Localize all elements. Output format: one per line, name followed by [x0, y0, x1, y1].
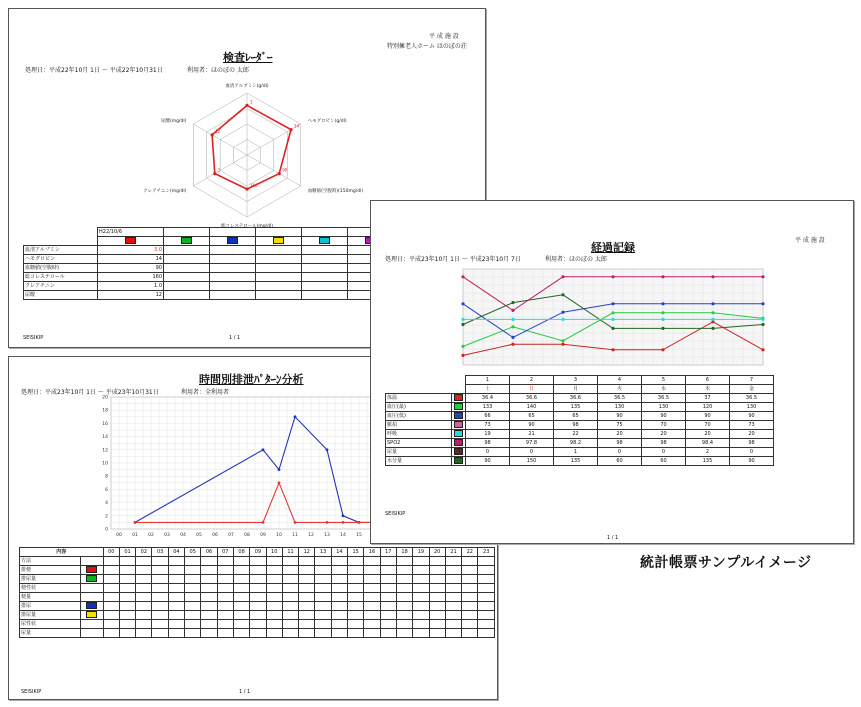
progress-report-user: 利用者：ほのぼの 太郎 — [545, 256, 607, 263]
progress-cell: 90 — [598, 412, 642, 421]
excretion-hour-header: 17 — [380, 548, 396, 557]
progress-cell: 0 — [642, 448, 686, 457]
progress-cell: 98.2 — [554, 439, 598, 448]
table-row — [386, 439, 774, 448]
progress-weekday-header: 金 — [730, 385, 774, 394]
progress-line-chart — [371, 261, 853, 371]
excretion-row-label: 尿量 — [20, 629, 81, 638]
progress-point — [611, 327, 614, 330]
excretion-y-tick-label: 8 — [105, 474, 108, 480]
excretion-footer-left: SEISIKIP — [21, 689, 42, 695]
excretion-hour-header: 01 — [119, 548, 135, 557]
progress-cell: 0 — [730, 448, 774, 457]
table-row — [20, 566, 495, 575]
excretion-hour-header: 18 — [396, 548, 412, 557]
radar-point — [213, 172, 216, 175]
progress-cell: 2 — [686, 448, 730, 457]
progress-point — [611, 302, 614, 305]
progress-report-sheet — [370, 200, 854, 544]
progress-weekday-header: 日 — [510, 385, 554, 394]
excretion-hour-header: 11 — [282, 548, 298, 557]
radar-axis-labels — [143, 82, 363, 229]
progress-weekday-row — [386, 385, 774, 394]
progress-cell: 98 — [642, 439, 686, 448]
progress-legend-swatch — [454, 430, 463, 437]
progress-cell: 140 — [510, 403, 554, 412]
progress-point — [661, 348, 664, 351]
radar-point — [245, 188, 248, 191]
progress-cell: 20 — [598, 430, 642, 439]
excretion-y-tick-label: 10 — [102, 461, 108, 467]
excretion-hour-header: 20 — [429, 548, 445, 557]
progress-cell: 90 — [686, 412, 730, 421]
progress-point — [461, 345, 464, 348]
progress-cell: 36.5 — [598, 394, 642, 403]
excretion-x-tick-label: 04 — [180, 533, 186, 538]
excretion-row-label: 排尿 — [20, 602, 81, 611]
progress-row-label: 水分量 — [386, 457, 452, 466]
excretion-point — [342, 514, 345, 517]
progress-row-label: 脈拍 — [386, 421, 452, 430]
excretion-y-tick-label: 4 — [105, 501, 108, 507]
radar-value-label: 1 — [217, 167, 221, 173]
progress-point — [611, 275, 614, 278]
progress-cell: 130 — [642, 403, 686, 412]
table-row — [386, 403, 774, 412]
excretion-legend-swatch — [86, 611, 97, 618]
radar-point — [210, 133, 213, 136]
progress-point — [461, 302, 464, 305]
excretion-y-ticks — [102, 395, 108, 533]
progress-cell: 36.5 — [642, 394, 686, 403]
progress-cell: 60 — [642, 457, 686, 466]
excretion-x-tick-label: 08 — [244, 533, 250, 538]
progress-legend-swatch — [454, 403, 463, 410]
progress-cell: 98 — [598, 439, 642, 448]
excretion-point — [294, 415, 297, 418]
excretion-table — [19, 547, 495, 638]
sample-caption: 統計帳票サンプルイメージ — [640, 555, 812, 571]
progress-cell: 98 — [466, 439, 510, 448]
excretion-report-user: 利用者：全利用者 — [181, 389, 230, 396]
progress-row-label: 体温 — [386, 394, 452, 403]
progress-cell: 0 — [510, 448, 554, 457]
progress-day-header: 4 — [598, 376, 642, 385]
radar-point — [278, 172, 281, 175]
progress-row-label: 血圧(最) — [386, 403, 452, 412]
progress-legend-swatch — [454, 394, 463, 401]
progress-point — [761, 275, 764, 278]
progress-table — [385, 375, 774, 466]
radar-date-header: H22/10/6 — [98, 228, 164, 237]
excretion-point — [134, 521, 137, 524]
excretion-point — [358, 521, 361, 524]
progress-cell: 21 — [510, 430, 554, 439]
progress-cell: 135 — [554, 403, 598, 412]
progress-cell: 36.6 — [554, 394, 598, 403]
excretion-x-tick-label: 12 — [308, 533, 314, 538]
progress-row-label: 呼吸 — [386, 430, 452, 439]
swatch-blue — [227, 237, 238, 244]
excretion-hour-header: 19 — [413, 548, 429, 557]
progress-cell: 0 — [466, 448, 510, 457]
progress-cell: 36.5 — [730, 394, 774, 403]
progress-point — [511, 343, 514, 346]
progress-day-header: 5 — [642, 376, 686, 385]
excretion-y-tick-label: 16 — [102, 421, 108, 427]
swatch-cyan — [319, 237, 330, 244]
table-row: 血清アルブミン 3.0 — [24, 246, 484, 255]
progress-day-header: 6 — [686, 376, 730, 385]
swatch-green — [181, 237, 192, 244]
progress-cell: 70 — [642, 421, 686, 430]
excretion-row-label: 便性状 — [20, 584, 81, 593]
radar-report-title: 検査ﾚｰﾀﾞｰ — [223, 51, 273, 64]
progress-cell: 133 — [466, 403, 510, 412]
progress-row-label: SPO2 — [386, 439, 452, 448]
excretion-x-tick-label: 02 — [148, 533, 154, 538]
excretion-legend-swatch — [86, 575, 97, 582]
excretion-report-period: 処理日：平成23年10月 1日 〜 平成23年10月31日 — [21, 389, 159, 396]
excretion-hour-header: 04 — [168, 548, 184, 557]
progress-point — [711, 318, 714, 321]
table-row — [386, 421, 774, 430]
table-row — [20, 575, 495, 584]
table-row — [386, 412, 774, 421]
radar-footer-left: SEISIKIP — [23, 335, 44, 341]
excretion-x-tick-label: 15 — [356, 533, 362, 538]
table-row — [386, 430, 774, 439]
excretion-table-header — [20, 548, 495, 557]
radar-axis-label: クレアチニン(mg/dl) — [143, 189, 187, 194]
progress-cell: 1 — [554, 448, 598, 457]
progress-page-number: 1 / 1 — [607, 535, 619, 541]
progress-point — [561, 318, 564, 321]
progress-cell: 135 — [554, 457, 598, 466]
excretion-hour-header: 12 — [299, 548, 315, 557]
excretion-hour-header: 09 — [250, 548, 266, 557]
excretion-hour-header: 05 — [185, 548, 201, 557]
progress-point — [611, 348, 614, 351]
progress-row-label: 尿量 — [386, 448, 452, 457]
progress-cell: 65 — [554, 412, 598, 421]
progress-point — [761, 318, 764, 321]
progress-weekday-header: 水 — [642, 385, 686, 394]
excretion-x-tick-label: 01 — [132, 533, 138, 538]
table-row: ヘモグロビン 14 — [24, 255, 484, 264]
progress-weekday-header: 土 — [466, 385, 510, 394]
excretion-y-tick-label: 0 — [105, 527, 108, 533]
radar-axis-label: 血清アルブミン(g/dl) — [225, 84, 269, 89]
excretion-hour-header: 23 — [478, 548, 495, 557]
excretion-x-tick-label: 14 — [340, 533, 346, 538]
progress-cell: 73 — [466, 421, 510, 430]
excretion-report-title: 時間別排泄ﾊﾟﾀｰﾝ分析 — [199, 373, 304, 386]
excretion-hour-header: 13 — [315, 548, 331, 557]
excretion-hour-header: 08 — [233, 548, 249, 557]
excretion-x-tick-label: 11 — [292, 533, 298, 538]
progress-report-title: 経過記録 — [591, 241, 635, 254]
progress-point — [661, 302, 664, 305]
progress-point — [511, 301, 514, 304]
progress-day-row — [386, 376, 774, 385]
progress-point — [561, 339, 564, 342]
excretion-point — [262, 521, 265, 524]
swatch-yellow — [273, 237, 284, 244]
progress-point — [761, 348, 764, 351]
progress-cell: 22 — [554, 430, 598, 439]
excretion-y-tick-label: 12 — [102, 448, 108, 454]
progress-point — [661, 327, 664, 330]
progress-cell: 19 — [466, 430, 510, 439]
progress-cell: 0 — [598, 448, 642, 457]
radar-axis-label: ヘモグロビン(g/dl) — [307, 119, 347, 124]
excretion-hour-header: 00 — [103, 548, 119, 557]
excretion-y-tick-label: 18 — [102, 408, 108, 414]
progress-cell: 65 — [510, 412, 554, 421]
excretion-x-tick-label: 13 — [324, 533, 330, 538]
progress-point — [561, 275, 564, 278]
table-row: 総コレステロール 160 — [24, 273, 484, 282]
excretion-x-tick-label: 06 — [212, 533, 218, 538]
progress-cell: 150 — [510, 457, 554, 466]
progress-legend-swatch — [454, 439, 463, 446]
progress-day-header: 1 — [466, 376, 510, 385]
excretion-x-tick-label: 09 — [260, 533, 266, 538]
excretion-point — [342, 521, 345, 524]
radar-value-label: 3 — [250, 99, 253, 105]
progress-cell: 36.6 — [510, 394, 554, 403]
progress-header-right: 平 成 施 設 — [795, 237, 825, 244]
progress-point — [661, 311, 664, 314]
radar-point — [245, 104, 248, 107]
progress-row-label: 血圧(低) — [386, 412, 452, 421]
progress-point — [711, 311, 714, 314]
excretion-page-number: 1 / 1 — [239, 689, 251, 695]
radar-axis-label: 血糖値(空腹時)(150mg/dl) — [307, 189, 364, 194]
excretion-row-label: 便量 — [20, 593, 81, 602]
progress-point — [561, 293, 564, 296]
progress-point — [511, 318, 514, 321]
progress-cell: 36.4 — [466, 394, 510, 403]
progress-cell: 90 — [642, 412, 686, 421]
progress-cell: 70 — [686, 421, 730, 430]
progress-day-header: 3 — [554, 376, 598, 385]
excretion-x-tick-label: 07 — [228, 533, 234, 538]
table-row — [20, 620, 495, 629]
radar-page-number: 1 / 1 — [229, 335, 241, 341]
radar-axis-label: 尿酸(mg/dl) — [161, 119, 187, 124]
progress-point — [461, 323, 464, 326]
table-row — [20, 593, 495, 602]
excretion-point — [278, 481, 281, 484]
progress-point — [511, 325, 514, 328]
table-row: 血糖値(空腹時) 90 — [24, 264, 484, 273]
progress-point — [461, 275, 464, 278]
progress-point — [561, 311, 564, 314]
progress-point — [761, 302, 764, 305]
excretion-x-tick-label: 00 — [116, 533, 122, 538]
progress-cell: 37 — [686, 394, 730, 403]
excretion-hour-header: 16 — [364, 548, 380, 557]
excretion-x-tick-label: 05 — [196, 533, 202, 538]
excretion-point — [326, 448, 329, 451]
progress-point — [611, 311, 614, 314]
table-row: クレアチニン 1.0 — [24, 282, 484, 291]
excretion-hour-header: 02 — [136, 548, 152, 557]
excretion-table-head-label: 内容 — [20, 548, 104, 557]
radar-header-right-2: 特別擁老人ホーム はのぼの荘 — [387, 43, 467, 50]
progress-report-period: 処理日：平成23年10月 1日 〜 平成23年10月 7日 — [385, 256, 521, 263]
progress-footer-left: SEISIKIP — [385, 511, 406, 517]
table-row: 尿酸 12 — [24, 291, 484, 300]
excretion-x-tick-label: 10 — [276, 533, 282, 538]
progress-cell: 135 — [686, 457, 730, 466]
progress-cell: 130 — [598, 403, 642, 412]
progress-point — [561, 343, 564, 346]
excretion-row-label: 尿性状 — [20, 620, 81, 629]
excretion-hour-header: 06 — [201, 548, 217, 557]
progress-cell: 75 — [598, 421, 642, 430]
radar-point — [289, 128, 292, 131]
progress-cell: 90 — [730, 457, 774, 466]
excretion-legend-swatch — [86, 602, 97, 609]
excretion-row-label: 排便 — [20, 566, 81, 575]
table-row — [20, 557, 495, 566]
progress-cell: 97.8 — [510, 439, 554, 448]
excretion-y-tick-label: 20 — [102, 395, 108, 401]
progress-day-header: 2 — [510, 376, 554, 385]
progress-cell: 73 — [730, 421, 774, 430]
table-row — [20, 611, 495, 620]
progress-weekday-header: 火 — [598, 385, 642, 394]
excretion-hour-header: 22 — [462, 548, 478, 557]
radar-value-label: 90 — [282, 167, 288, 173]
excretion-row-label: 排尿量 — [20, 611, 81, 620]
progress-cell: 98.4 — [686, 439, 730, 448]
radar-value-label: 14 — [294, 123, 300, 129]
excretion-legend-swatch — [86, 566, 97, 573]
radar-series-polygon — [212, 105, 291, 189]
progress-cell: 90 — [466, 457, 510, 466]
table-row — [386, 394, 774, 403]
progress-cell: 90 — [510, 421, 554, 430]
progress-cell: 90 — [730, 412, 774, 421]
excretion-hour-header: 03 — [152, 548, 168, 557]
progress-point — [761, 323, 764, 326]
table-row — [386, 457, 774, 466]
progress-cell: 98 — [730, 439, 774, 448]
excretion-hour-header: 15 — [348, 548, 364, 557]
excretion-point — [278, 468, 281, 471]
excretion-hour-header: 10 — [266, 548, 282, 557]
progress-day-header: 7 — [730, 376, 774, 385]
progress-point — [661, 275, 664, 278]
excretion-point — [262, 448, 265, 451]
table-row — [20, 602, 495, 611]
swatch-red — [125, 237, 136, 244]
progress-legend-swatch — [454, 448, 463, 455]
radar-header-right-1: 平 成 施 設 — [429, 33, 459, 40]
progress-legend-swatch — [454, 457, 463, 464]
progress-cell: 20 — [642, 430, 686, 439]
excretion-x-tick-label: 03 — [164, 533, 170, 538]
excretion-hour-header: 14 — [331, 548, 347, 557]
radar-axis-label: 総コレステロール(mg/dl) — [220, 224, 274, 229]
progress-point — [711, 275, 714, 278]
radar-report-user: 利用者：ほのぼの 太郎 — [187, 67, 249, 74]
progress-cell: 98 — [554, 421, 598, 430]
excretion-point — [326, 521, 329, 524]
excretion-hour-header: 07 — [217, 548, 233, 557]
progress-point — [461, 318, 464, 321]
progress-point — [711, 302, 714, 305]
excretion-row-label: 排尿量 — [20, 575, 81, 584]
excretion-y-tick-label: 14 — [102, 435, 108, 441]
progress-cell: 60 — [598, 457, 642, 466]
progress-point — [711, 327, 714, 330]
radar-report-period: 処理日：平成22年10月 1日 〜 平成22年10月31日 — [25, 67, 163, 74]
table-row — [386, 448, 774, 457]
progress-point — [611, 318, 614, 321]
progress-weekday-header: 木 — [686, 385, 730, 394]
excretion-y-tick-label: 6 — [105, 487, 108, 493]
progress-cell: 130 — [730, 403, 774, 412]
excretion-hour-header: 21 — [445, 548, 461, 557]
radar-value-label: 12 — [215, 128, 221, 134]
table-row — [20, 629, 495, 638]
progress-point — [511, 309, 514, 312]
progress-cell: 120 — [686, 403, 730, 412]
excretion-row-label: 方法 — [20, 557, 81, 566]
progress-cell: 20 — [730, 430, 774, 439]
progress-legend-swatch — [454, 421, 463, 428]
progress-point — [661, 318, 664, 321]
progress-weekday-header: 月 — [554, 385, 598, 394]
progress-cell: 66 — [466, 412, 510, 421]
table-row — [20, 584, 495, 593]
progress-point — [511, 336, 514, 339]
excretion-y-tick-label: 2 — [105, 514, 108, 520]
progress-cell: 20 — [686, 430, 730, 439]
excretion-point — [294, 521, 297, 524]
radar-value-label: 160 — [250, 183, 258, 189]
progress-legend-swatch — [454, 412, 463, 419]
progress-point — [461, 354, 464, 357]
